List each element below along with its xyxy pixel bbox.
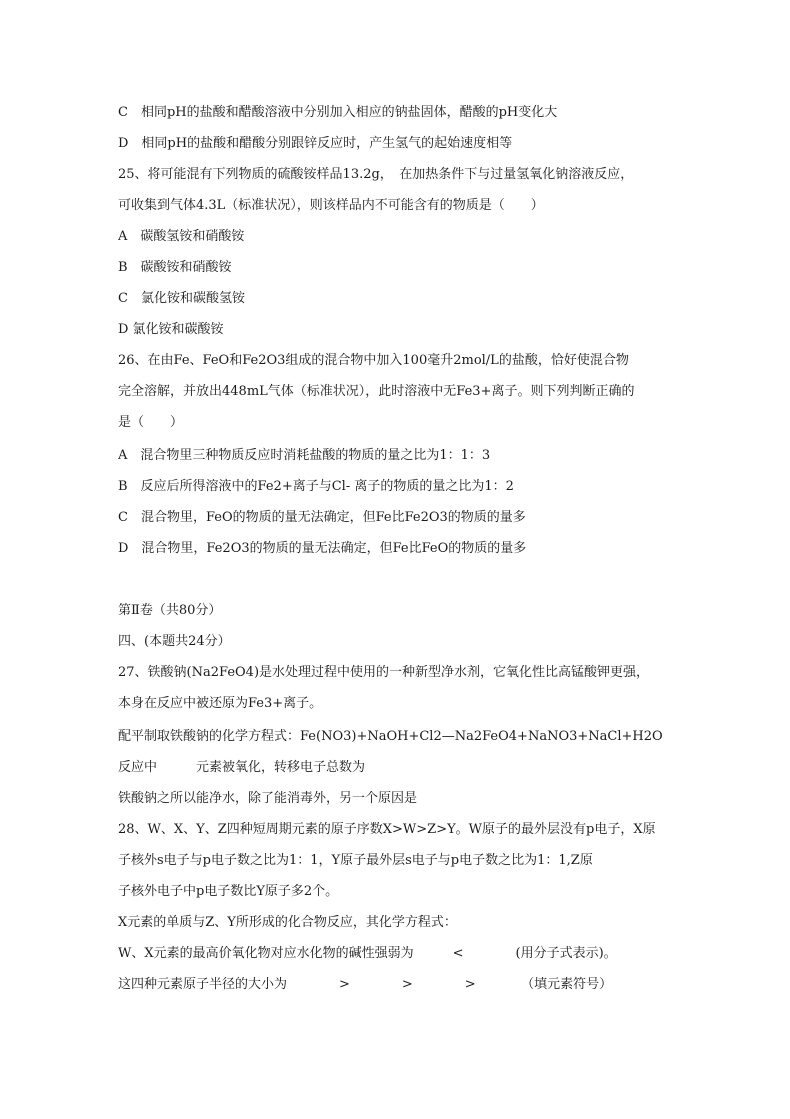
option-c-q25: C 氯化铵和碳酸氢铵 bbox=[118, 291, 245, 306]
option-d-q25: D 氯化铵和碳酸铵 bbox=[118, 322, 224, 337]
question-26-line-2: 完全溶解，并放出448mL气体（标准状况），此时溶液中无Fe3+离子。则下列判断正确的 bbox=[118, 384, 635, 399]
option-a-q25: A 碳酸氢铵和硝酸铵 bbox=[118, 229, 245, 244]
option-b-q26: B 反应后所得溶液中的Fe2+离子与Cl- 离子的物质的量之比为1：2 bbox=[118, 479, 514, 494]
option-d-q26: D 混合物里，Fe2O3的物质的量无法确定，但Fe比FeO的物质的量多 bbox=[118, 541, 527, 556]
question-25-line-2: 可收集到气体4.3L（标准状况），则该样品内不可能含有的物质是（ ） bbox=[118, 198, 544, 213]
part-four-heading: 四、(本题共24分） bbox=[118, 634, 231, 649]
question-27-line-1: 27、铁酸钠(Na2FeO4)是水处理过程中使用的一种新型净水剂，它氧化性比高锰酸钾更强， bbox=[118, 665, 650, 680]
option-a-q26: A 混合物里三种物质反应时消耗盐酸的物质的量之比为1：1：3 bbox=[118, 448, 491, 463]
question-27-line-2: 本身在反应中被还原为Fe3+离子。 bbox=[118, 696, 323, 711]
question-26-line-3: 是（ ） bbox=[118, 415, 184, 430]
question-25-line-1: 25、将可能混有下列物质的硫酸铵样品13.2g， 在加热条件下与过量氢氧化钠溶液反应， bbox=[118, 167, 634, 182]
question-28-line-2: 子核外s电子与p电子数之比为1：1，Y原子最外层s电子与p电子数之比为1：1,Z原 bbox=[118, 853, 593, 868]
question-27-blank-2: 铁酸钠之所以能净水，除了能消毒外，另一个原因是 bbox=[118, 791, 418, 806]
section-ii-heading: 第Ⅱ卷（共80分） bbox=[118, 603, 222, 618]
question-28-line-5: W、X元素的最高价氧化物对应水化物的碱性强弱为 < (用分子式表示)。 bbox=[118, 946, 617, 961]
option-c-q26: C 混合物里，FeO的物质的量无法确定，但Fe比Fe2O3的物质的量多 bbox=[118, 510, 526, 525]
option-b-q25: B 碳酸铵和硝酸铵 bbox=[118, 260, 232, 275]
question-28-line-6: 这四种元素原子半径的大小为 > > > （填元素符号） bbox=[118, 977, 613, 992]
question-27-blank-1: 反应中 元素被氧化，转移电子总数为 bbox=[118, 760, 366, 775]
question-26-line-1: 26、在由Fe、FeO和Fe2O3组成的混合物中加入100毫升2mol/L的盐酸，恰好使混合物 bbox=[118, 353, 629, 368]
question-28-line-1: 28、W、X、Y、Z四种短周期元素的原子序数X>W>Z>Y。W原子的最外层没有p电子，X原 bbox=[118, 822, 656, 837]
option-d-q24: D 相同pH的盐酸和醋酸分别跟锌反应时，产生氢气的起始速度相等 bbox=[118, 136, 513, 151]
option-c-q24: C 相同pH的盐酸和醋酸溶液中分别加入相应的钠盐固体，醋酸的pH变化大 bbox=[118, 105, 558, 120]
question-28-line-3: 子核外电子中p电子数比Y原子多2个。 bbox=[118, 884, 339, 899]
question-28-line-4: X元素的单质与Z、Y所形成的化合物反应，其化学方程式： bbox=[118, 915, 457, 930]
question-27-equation: 配平制取铁酸钠的化学方程式：Fe(NO3)+NaOH+Cl2—Na2FeO4+NaNO3+NaCl+H2O bbox=[118, 729, 663, 744]
